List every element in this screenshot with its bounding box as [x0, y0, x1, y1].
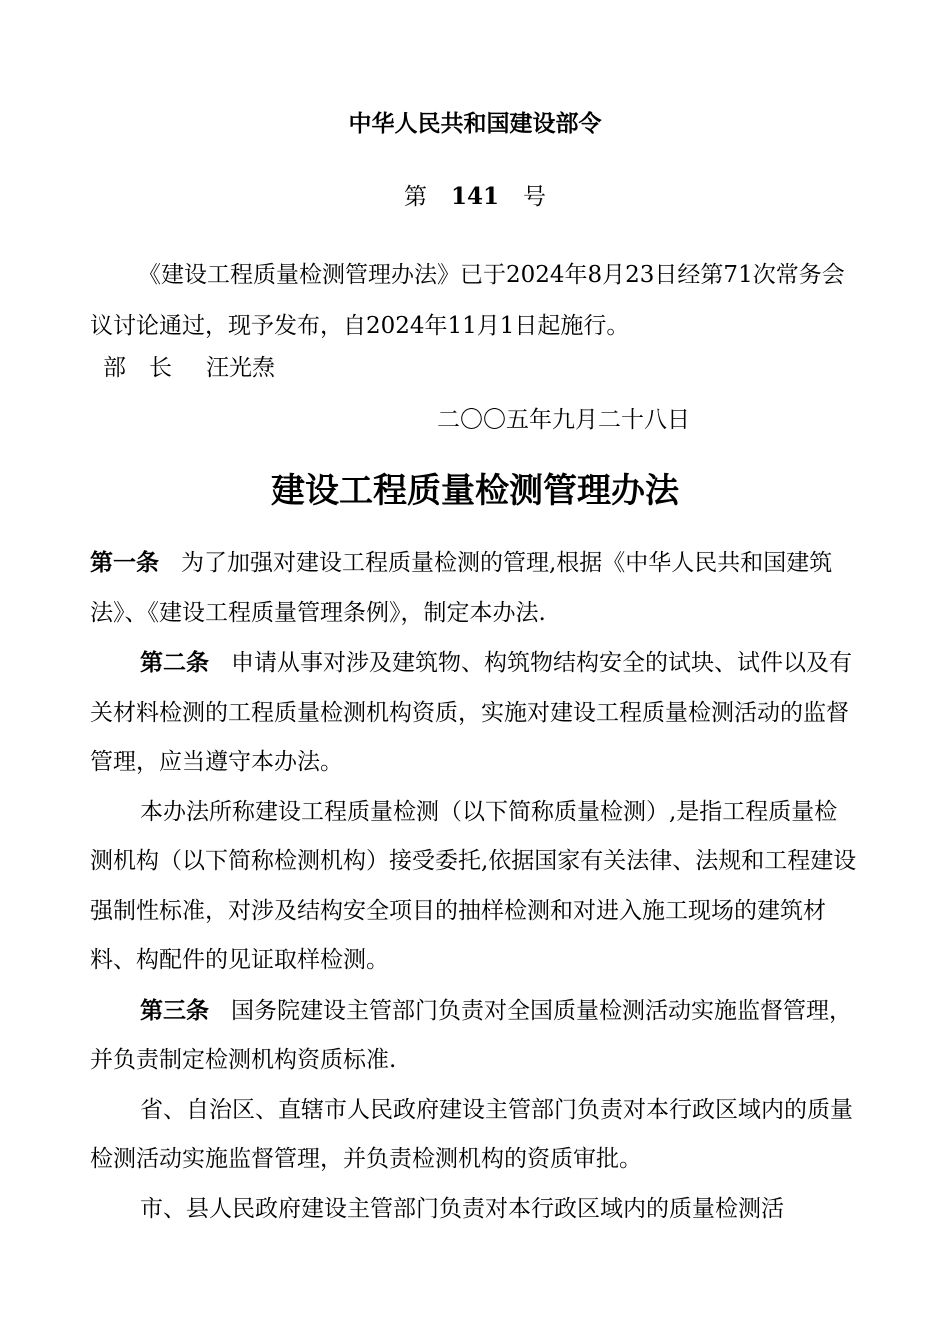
- article-paragraph: [90, 788, 860, 986]
- article-text: 本办法所称建设工程质量检测（以下简称质量检测）,是指工程质量检测机构（以下简称检测机构）接受委托,依据国家有关法律、法规和工程建设强制性标准，对涉及结构安全项目的抽样检测和对进入施工现场的建筑材料、构配件的见证取样检测。: [90, 798, 857, 973]
- article-text: 省、自治区、直辖市人民政府建设主管部门负责对本行政区域内的质量检测活动实施监督管理，并负责检测机构的资质审批。: [90, 1096, 853, 1172]
- decree-number-suffix: 号: [523, 184, 546, 210]
- minister-title: 部 长: [103, 355, 172, 381]
- decree-number-prefix: 第: [403, 184, 427, 210]
- decree-number-value: 141: [450, 183, 499, 210]
- decree-number: [0, 180, 950, 214]
- article-paragraph: [90, 986, 860, 1086]
- article-text: 市、县人民政府建设主管部门负责对本行政区域内的质量检测活: [140, 1195, 784, 1222]
- articles: [90, 538, 860, 1234]
- article-text: 为了加强对建设工程质量检测的管理,根据《中华人民共和国建筑法》、《建设工程质量管理条例》，制定本办法.: [90, 550, 833, 626]
- article-label: 第一条: [90, 549, 159, 576]
- article-paragraph: [90, 1185, 860, 1235]
- article-label: 第二条: [140, 649, 209, 676]
- regulation-title: 建设工程质量检测管理办法: [271, 471, 679, 511]
- article-label: 第三条: [140, 996, 209, 1024]
- article-paragraph: [90, 538, 860, 638]
- article-paragraph: [90, 1086, 860, 1185]
- decree-date: 二〇〇五年九月二十八日: [437, 407, 690, 433]
- article-text: 国务院建设主管部门负责对全国质量检测活动实施监督管理，并负责制定检测机构资质标准.: [90, 997, 852, 1073]
- minister-name: 汪光焘: [206, 355, 275, 381]
- decree-body: 《建设工程质量检测管理办法》已于2024年8月23日经第71次常务会议讨论通过，现予发布，自2024年11月1日起施行。: [90, 262, 845, 339]
- article-text: 申请从事对涉及建筑物、构筑物结构安全的试块、试件以及有关材料检测的工程质量检测机构资质，实施对建设工程质量检测活动的监督管理，应当遵守本办法。: [90, 650, 852, 775]
- signature: [103, 350, 275, 386]
- article-paragraph: [90, 638, 860, 788]
- decree-title: 中华人民共和国建设部令: [348, 110, 602, 137]
